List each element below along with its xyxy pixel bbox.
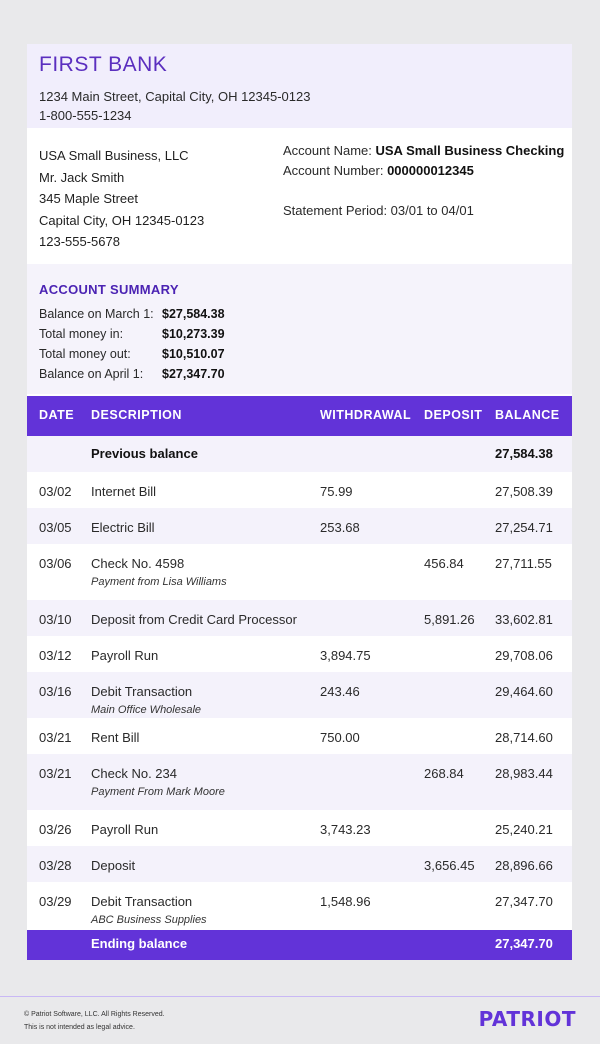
txn-balance: 28,714.60 [495, 730, 553, 745]
bank-header [27, 44, 572, 128]
txn-withdrawal: 243.46 [320, 684, 360, 699]
table-row [27, 754, 572, 810]
header-withdrawal: WITHDRAWAL [320, 408, 412, 422]
txn-withdrawal: 3,743.23 [320, 822, 371, 837]
footer-text [24, 1008, 165, 1034]
customer-info [39, 145, 204, 253]
account-name-value: USA Small Business Checking [375, 143, 565, 158]
bank-statement [27, 44, 572, 960]
footer-copyright: © Patriot Software, LLC. All Rights Reserved. [24, 1011, 165, 1018]
txn-date: 03/28 [39, 858, 72, 873]
previous-balance-label: Previous balance [91, 446, 198, 461]
header-date: DATE [39, 408, 75, 422]
header-deposit: DEPOSIT [424, 408, 483, 422]
txn-description: Debit Transaction [91, 684, 193, 699]
previous-balance-value: 27,584.38 [495, 446, 553, 461]
summary-value: $27,584.38 [162, 307, 225, 321]
table-row [27, 718, 572, 754]
txn-balance: 27,711.55 [495, 556, 552, 571]
txn-description: Check No. 234 [91, 766, 177, 781]
txn-balance: 27,347.70 [495, 894, 553, 909]
summary-row [39, 304, 225, 324]
txn-withdrawal: 3,894.75 [320, 648, 371, 663]
txn-deposit: 456.84 [424, 556, 464, 571]
txn-description: Payroll Run [91, 822, 159, 837]
account-summary-title: ACCOUNT SUMMARY [39, 282, 179, 297]
txn-balance: 28,896.66 [495, 858, 553, 873]
ending-balance-value: 27,347.70 [495, 936, 553, 951]
txn-date: 03/06 [39, 556, 72, 571]
customer-phone: 123-555-5678 [39, 234, 120, 249]
transactions-header [27, 396, 572, 436]
previous-balance-row [27, 436, 572, 472]
summary-label: Total money in: [39, 327, 124, 341]
txn-sub-description: ABC Business Supplies [91, 914, 207, 926]
transactions-body [27, 436, 572, 928]
txn-deposit: 268.84 [424, 766, 464, 781]
customer-business: USA Small Business, LLC [39, 148, 189, 163]
summary-label: Total money out: [39, 347, 131, 361]
patriot-logo: PATRIOT [478, 1007, 576, 1031]
account-number [283, 161, 564, 181]
table-row [27, 810, 572, 846]
txn-deposit: 3,656.45 [424, 858, 475, 873]
txn-date: 03/21 [39, 766, 72, 781]
txn-sub-description: Payment from Lisa Williams [91, 576, 227, 588]
txn-sub-description: Main Office Wholesale [91, 704, 202, 716]
header-balance: BALANCE [495, 408, 560, 422]
txn-description: Internet Bill [91, 484, 157, 499]
txn-deposit: 5,891.26 [424, 612, 475, 627]
txn-withdrawal: 253.68 [320, 520, 360, 535]
txn-balance: 25,240.21 [495, 822, 553, 837]
table-row [27, 672, 572, 718]
txn-date: 03/05 [39, 520, 72, 535]
customer-street: 345 Maple Street [39, 191, 139, 206]
summary-value: $10,510.07 [162, 347, 225, 361]
txn-date: 03/21 [39, 730, 72, 745]
summary-row [39, 344, 225, 364]
header-description: DESCRIPTION [91, 408, 182, 422]
account-info [283, 141, 564, 221]
txn-description: Deposit from Credit Card Processor [91, 612, 297, 627]
txn-balance: 29,464.60 [495, 684, 553, 699]
txn-withdrawal: 1,548.96 [320, 894, 371, 909]
txn-balance: 29,708.06 [495, 648, 553, 663]
account-number-value: 000000012345 [387, 163, 474, 178]
txn-date: 03/02 [39, 484, 72, 499]
txn-withdrawal: 750.00 [320, 730, 360, 745]
summary-row [39, 324, 225, 344]
txn-description: Check No. 4598 [91, 556, 185, 571]
txn-balance: 27,254.71 [495, 520, 553, 535]
summary-label: Balance on April 1: [39, 367, 144, 381]
summary-label: Balance on March 1: [39, 307, 154, 321]
txn-description: Deposit [91, 858, 136, 873]
txn-date: 03/26 [39, 822, 72, 837]
ending-balance-label: Ending balance [91, 936, 188, 951]
bank-name: FIRST BANK [39, 53, 168, 76]
summary-value: $27,347.70 [162, 367, 225, 381]
table-row [27, 508, 572, 544]
txn-balance: 28,983.44 [495, 766, 553, 781]
table-row [27, 544, 572, 600]
summary-value: $10,273.39 [162, 327, 225, 341]
table-row [27, 882, 572, 928]
bank-address: 1234 Main Street, Capital City, OH 12345-0123 [39, 89, 311, 104]
txn-sub-description: Payment From Mark Moore [91, 786, 225, 798]
statement-period: Statement Period: 03/01 to 04/01 [283, 203, 474, 218]
txn-date: 03/16 [39, 684, 72, 699]
ending-balance-row [27, 930, 572, 960]
table-row [27, 846, 572, 882]
txn-description: Payroll Run [91, 648, 159, 663]
table-row [27, 600, 572, 636]
txn-description: Rent Bill [91, 730, 140, 745]
table-row [27, 636, 572, 672]
footer-disclaimer: This is not intended as legal advice. [24, 1024, 135, 1031]
footer-divider [0, 996, 600, 997]
summary-row [39, 364, 225, 384]
account-name [283, 141, 564, 161]
txn-description: Electric Bill [91, 520, 155, 535]
customer-contact: Mr. Jack Smith [39, 169, 125, 185]
account-name-label: Account Name: [283, 143, 372, 158]
account-number-label: Account Number: [283, 163, 384, 178]
customer-city: Capital City, OH 12345-0123 [39, 212, 205, 228]
txn-date: 03/12 [39, 648, 72, 663]
txn-balance: 33,602.81 [495, 612, 553, 627]
txn-withdrawal: 75.99 [320, 484, 353, 499]
table-row [27, 472, 572, 508]
bank-phone: 1-800-555-1234 [39, 108, 132, 123]
txn-balance: 27,508.39 [495, 484, 553, 499]
account-summary [39, 304, 225, 384]
txn-date: 03/29 [39, 894, 72, 909]
txn-description: Debit Transaction [91, 894, 193, 909]
txn-date: 03/10 [39, 612, 72, 627]
